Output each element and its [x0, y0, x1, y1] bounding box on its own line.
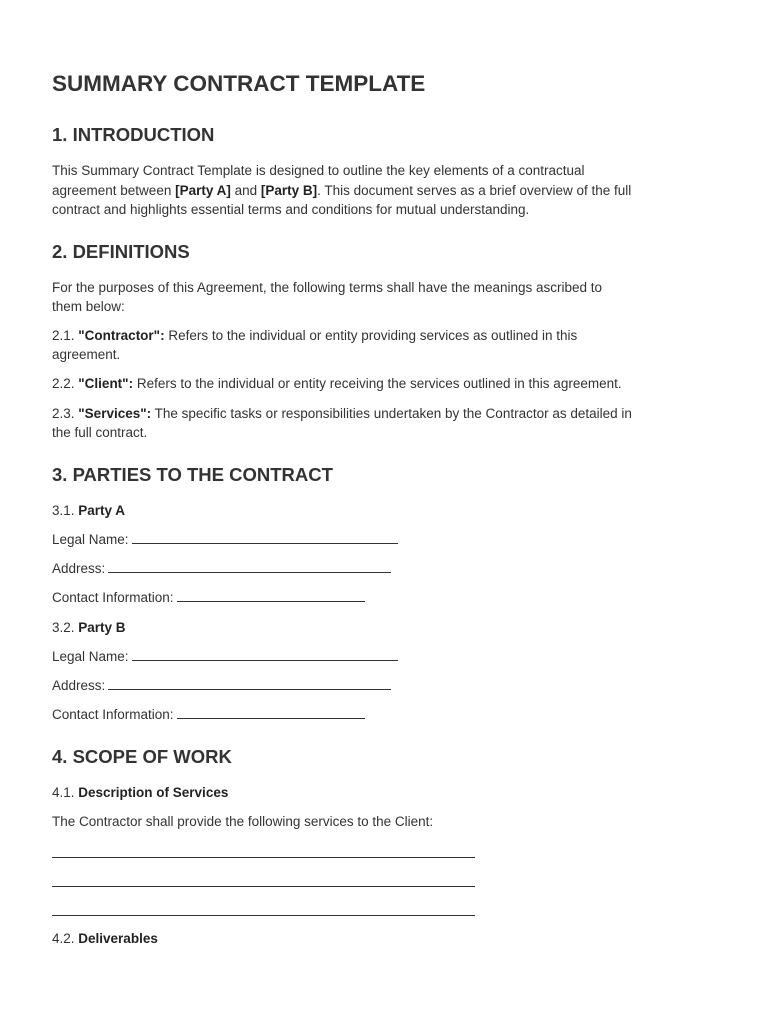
party-a-address-field[interactable]	[108, 560, 391, 573]
party-a-subheading: 3.1. Party A	[52, 503, 126, 518]
definition-term-services: "Services":	[78, 406, 152, 421]
section-heading-scope: 4. SCOPE OF WORK	[52, 746, 232, 767]
party-a-placeholder: [Party A]	[175, 183, 231, 198]
definitions-intro-line-2: them below:	[52, 299, 125, 314]
section-heading-introduction: 1. INTRODUCTION	[52, 124, 215, 145]
party-a-legal-name-row: Legal Name:	[52, 530, 732, 550]
services-blank-line[interactable]	[52, 886, 475, 887]
definitions-intro-line-1: For the purposes of this Agreement, the following terms shall have the meanings ascribed to	[52, 280, 603, 295]
party-a-legal-name-field[interactable]	[132, 531, 398, 544]
party-b-subheading: 3.2. Party B	[52, 620, 126, 635]
definition-contractor-line-1: 2.1. "Contractor": Refers to the individual or entity providing services as outlined in this	[52, 328, 578, 343]
party-b-address-field[interactable]	[108, 677, 391, 690]
definition-client-line-1: 2.2. "Client": Refers to the individual or entity receiving the services outlined in this agreement.	[52, 376, 622, 391]
section-heading-definitions: 2. DEFINITIONS	[52, 241, 190, 262]
definition-contractor-line-2: agreement.	[52, 347, 121, 362]
services-blank-line[interactable]	[52, 857, 475, 858]
scope-description-subheading: 4.1. Description of Services	[52, 785, 229, 800]
definition-services-line-1: 2.3. "Services": The specific tasks or responsibilities undertaken by the Contractor as detailed in	[52, 406, 632, 421]
party-a-address-row: Address:	[52, 559, 732, 579]
definition-term-contractor: "Contractor":	[78, 328, 165, 343]
introduction-line-2: agreement between [Party A] and [Party B]. This document serves as a brief overview of the full	[52, 183, 632, 198]
scope-deliverables-subheading: 4.2. Deliverables	[52, 931, 158, 946]
party-b-contact-row: Contact Information:	[52, 705, 732, 725]
definition-services-line-2: the full contract.	[52, 425, 148, 440]
party-a-contact-field[interactable]	[177, 589, 365, 602]
party-a-contact-row: Contact Information:	[52, 588, 732, 608]
section-heading-parties: 3. PARTIES TO THE CONTRACT	[52, 464, 333, 485]
party-b-legal-name-field[interactable]	[132, 648, 398, 661]
introduction-line-3: contract and highlights essential terms and conditions for mutual understanding.	[52, 202, 530, 217]
definition-term-client: "Client":	[78, 376, 134, 391]
scope-description-text: The Contractor shall provide the following services to the Client:	[52, 814, 434, 829]
party-b-contact-field[interactable]	[177, 706, 365, 719]
introduction-line-1: This Summary Contract Template is designed to outline the key elements of a contractual	[52, 163, 585, 178]
party-b-address-row: Address:	[52, 676, 732, 696]
services-blank-line[interactable]	[52, 915, 475, 916]
party-b-placeholder: [Party B]	[260, 183, 318, 198]
document-title: SUMMARY CONTRACT TEMPLATE	[52, 71, 426, 96]
party-b-legal-name-row: Legal Name:	[52, 647, 732, 667]
